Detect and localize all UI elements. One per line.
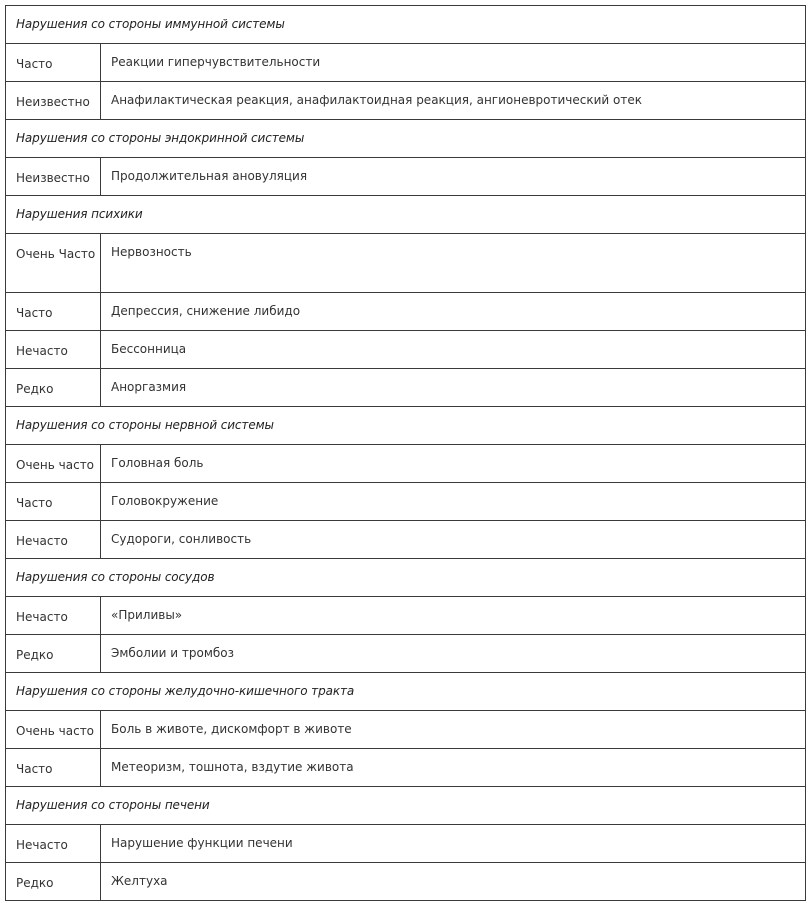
section-title: Нарушения со стороны эндокринной системы: [16, 131, 305, 145]
effect-text: Боль в животе, дискомфорт в животе: [111, 722, 352, 736]
effect-text: Депрессия, снижение либидо: [111, 304, 301, 318]
frequency-text: Очень Часто: [16, 247, 96, 261]
effect-text: Аноргазмия: [111, 380, 187, 394]
frequency-cell: [6, 483, 101, 520]
frequency-text: Неизвестно: [16, 95, 90, 109]
table-row: [5, 521, 806, 559]
frequency-cell: [6, 825, 101, 862]
frequency-text: Редко: [16, 648, 54, 662]
table-row: [5, 749, 806, 787]
frequency-text: Редко: [16, 382, 54, 396]
frequency-text: Нечасто: [16, 534, 68, 548]
effect-text: Реакции гиперчувствительности: [111, 55, 321, 69]
effect-text: Анафилактическая реакция, анафилактоидная реакция, ангионевротический отек: [111, 93, 642, 107]
effect-text: Желтуха: [111, 874, 168, 888]
table-row: [5, 711, 806, 749]
frequency-cell: [6, 331, 101, 368]
frequency-text: Нечасто: [16, 838, 68, 852]
effect-text: «Приливы»: [111, 608, 183, 622]
frequency-cell: [6, 521, 101, 558]
frequency-text: Неизвестно: [16, 171, 90, 185]
effect-text: Нарушение функции печени: [111, 836, 293, 850]
table-row: [5, 82, 806, 120]
section-title: Нарушения со стороны печени: [16, 798, 210, 812]
frequency-text: Редко: [16, 876, 54, 890]
frequency-text: Нечасто: [16, 610, 68, 624]
effect-text: Эмболии и тромбоз: [111, 646, 234, 660]
frequency-cell: [6, 863, 101, 900]
frequency-cell: [6, 635, 101, 672]
effect-text: Бессонница: [111, 342, 187, 356]
section-header-row: [5, 559, 806, 597]
table-row: [5, 445, 806, 483]
frequency-cell: [6, 597, 101, 634]
section-header-row: [5, 120, 806, 158]
frequency-text: Часто: [16, 57, 53, 71]
frequency-cell: [6, 158, 101, 195]
effect-text: Судороги, сонливость: [111, 532, 252, 546]
adverse-effects-table: [5, 5, 806, 901]
effect-text: Метеоризм, тошнота, вздутие живота: [111, 760, 354, 774]
frequency-cell: [6, 369, 101, 406]
section-title: Нарушения психики: [16, 207, 143, 221]
frequency-cell: [6, 711, 101, 748]
effect-text: Нервозность: [111, 245, 192, 259]
section-title: Нарушения со стороны иммунной системы: [16, 17, 285, 31]
effect-text: Продолжительная ановуляция: [111, 169, 308, 183]
frequency-text: Часто: [16, 762, 53, 776]
table-row: [5, 369, 806, 407]
frequency-text: Очень часто: [16, 458, 95, 472]
frequency-cell: [6, 749, 101, 786]
section-header-row: [5, 673, 806, 711]
table-row: [5, 234, 806, 293]
frequency-text: Часто: [16, 496, 53, 510]
table-row: [5, 158, 806, 196]
effect-text: Головокружение: [111, 494, 219, 508]
frequency-cell: [6, 234, 101, 292]
table-row: [5, 825, 806, 863]
table-row: [5, 293, 806, 331]
table-row: [5, 597, 806, 635]
frequency-cell: [6, 293, 101, 330]
effect-text: Головная боль: [111, 456, 204, 470]
frequency-cell: [6, 44, 101, 81]
section-header-row: [5, 196, 806, 234]
table-row: [5, 863, 806, 901]
frequency-text: Очень часто: [16, 724, 95, 738]
section-header-row: [5, 407, 806, 445]
frequency-text: Часто: [16, 306, 53, 320]
section-title: Нарушения со стороны сосудов: [16, 570, 215, 584]
frequency-cell: [6, 445, 101, 482]
section-title: Нарушения со стороны желудочно-кишечного тракта: [16, 684, 355, 698]
table-row: [5, 44, 806, 82]
section-title: Нарушения со стороны нервной системы: [16, 418, 274, 432]
table-row: [5, 635, 806, 673]
section-header-row: [5, 6, 806, 44]
section-header-row: [5, 787, 806, 825]
frequency-cell: [6, 82, 101, 119]
table-row: [5, 483, 806, 521]
frequency-text: Нечасто: [16, 344, 68, 358]
table-row: [5, 331, 806, 369]
